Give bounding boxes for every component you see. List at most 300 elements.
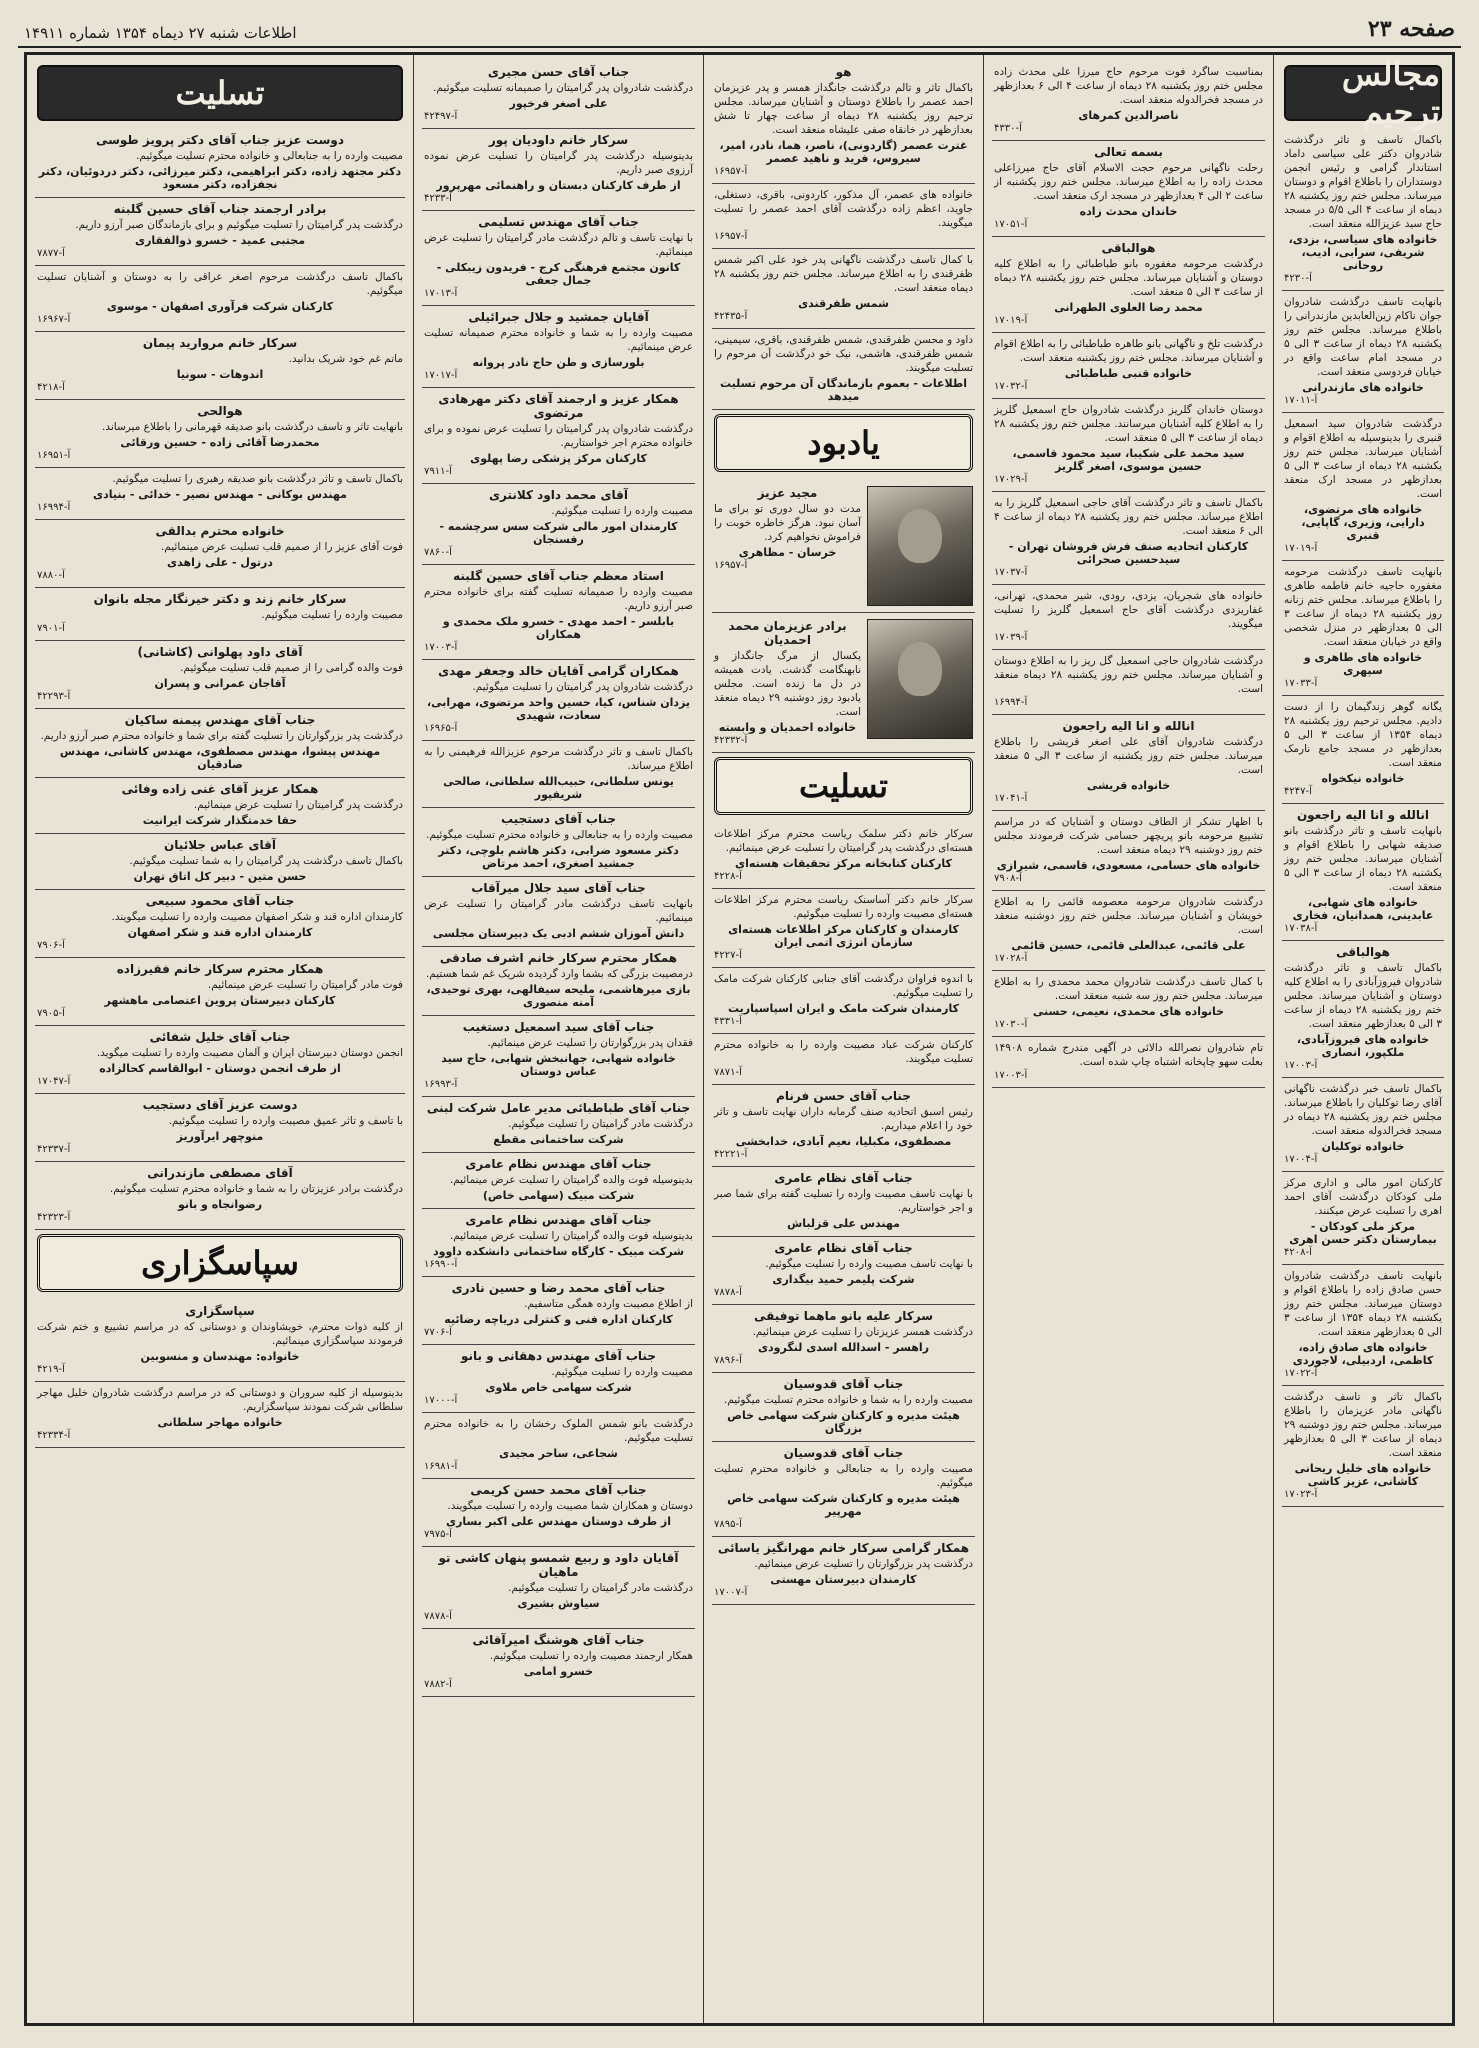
notice-heading: جناب آقای محمود سبیعی — [145, 894, 295, 908]
obituary-notice — [712, 249, 975, 329]
notice-heading: جناب آقای مهندس نظام عامری — [465, 1213, 652, 1227]
obituary-notice — [712, 1442, 975, 1537]
obituary-notice — [422, 1097, 695, 1153]
notice-signature: راهسر - اسدالله اسدی لنگرودی — [757, 1341, 930, 1354]
notice-signature: خانواده های حسامی، مسعودی، قاسمی، شیرازی — [996, 859, 1261, 872]
notice-signature: بلورسازی و طن حاج نادر پروانه — [472, 356, 645, 369]
notice-code: آ-۱۷۰۵۱ — [994, 219, 1028, 230]
obituary-notice — [35, 332, 405, 400]
notice-signature: خاندان محدث زاده — [1079, 205, 1178, 218]
obituary-notice — [992, 141, 1265, 237]
notice-heading: جناب آقای سید اسمعیل دستغیب — [462, 1020, 655, 1034]
notice-signature: منوچهر ایرآوریز — [176, 1130, 264, 1143]
notice-body: باکمال تاسف و تاثر درگذشت آقای حاجی اسمعیل گلریز را به اطلاع میرساند. مجلس ختم روز یکشنبه ۲۸ دیماه از ساعت ۴ الی ۶ منعقد است. — [994, 497, 1263, 537]
notice-body: مصیبت وارده را تسلیت میگوئیم. — [551, 1366, 693, 1378]
notice-code: آ-۴۲۱۹ — [37, 1364, 65, 1375]
obituary-notice — [35, 1300, 405, 1382]
notice-heading: همکار محترم سرکار خانم اشرف صادقی — [439, 951, 678, 965]
notice-signature: رضوانجاه و بانو — [177, 1198, 263, 1211]
notice-code: آ-۷۹۰۸ — [994, 873, 1022, 884]
notice-code: آ-۱۷۰۳۷ — [994, 567, 1028, 578]
obituary-notice — [422, 211, 695, 306]
notice-code: آ-۴۲۴۷ — [1284, 786, 1312, 797]
obituary-notice — [422, 660, 695, 741]
notice-code: آ-۱۷۰۱۱ — [1284, 395, 1318, 406]
notice-body: درمصیبت بزرگی که بشما وارد گردیده شریک غم شما هستیم. — [425, 968, 693, 980]
notice-heading: سرکار خانم داودیان پور — [488, 133, 629, 147]
obituary-notice — [1282, 941, 1444, 1078]
notice-signature: ناصرالدین کمرهای — [1078, 109, 1179, 122]
notice-body: با اندوه فراوان درگذشت آقای جنابی کارکنان شرکت مامک را تسلیت میگوئیم. — [714, 973, 973, 999]
notice-body: بدینوسیله از کلیه سروران و دوستانی که در مراسم درگذشت شادروان خلیل مهاجر سلطانی شرکت نمودند سپاسگزاریم. — [37, 1387, 403, 1413]
notice-body: خانواده های عصمر، آل مذکور، کاردونی، باقری، دستغلی، جاوید، اعظم زاده درگذشت آقای احمد عصمر را تسلیت میگویند. — [714, 189, 973, 229]
notice-heading: جناب آقای سید جلال میرآقاب — [471, 881, 646, 895]
notice-body: باکمال تاسف درگذشت مرحوم اصغر عراقی را به دوستان و آشنایان تسلیت میگوئیم. — [37, 271, 403, 297]
notice-heading: جناب آقای نظام عامری — [774, 1241, 913, 1255]
notice-code: آ-۷۹۰۵ — [37, 1008, 65, 1019]
notice-body: مصیبت وارده را به جنابعالی و خانواده محترم تسلیت میگوئیم. — [136, 150, 403, 162]
obituary-notice — [712, 184, 975, 249]
notice-code: آ-۱۷۰۴۱ — [994, 793, 1028, 804]
notice-body: فوت آقای عزیز را از صمیم قلب تسلیت عرض مینمائیم. — [160, 541, 403, 553]
notice-heading: جناب آقای حسن مجیری — [487, 65, 630, 79]
notice-code: آ-۱۶۹۵۷ — [714, 231, 748, 242]
notice-code: آ-۱۷۰۴۷ — [37, 1076, 71, 1087]
notice-body: مدت دو سال دوری تو برای ما آسان نبود. هرگز خاطره خوبت را فراموش نخواهیم کرد. — [714, 503, 861, 543]
notice-body: همکار ارجمند مصیبت وارده را تسلیت میگوئیم. — [489, 1650, 693, 1662]
notice-heading: سرکار علیه بانو ماهما توفیقی — [753, 1309, 934, 1323]
notice-body: رئیس اسبق اتحادیه صنف گرمابه داران نهایت تاسف و تاثر خود را اعلام میداریم. — [714, 1106, 973, 1132]
obituary-notice — [422, 947, 695, 1016]
obituary-notice — [422, 306, 695, 388]
notice-code: آ-۱۷۰۰۳ — [994, 1070, 1028, 1081]
notice-code: آ-۱۷۰۱۷ — [424, 370, 458, 381]
notice-code: آ-۱۷۰۲۲ — [1284, 1368, 1318, 1379]
notice-code: آ-۱۶۹۹۴ — [994, 697, 1028, 708]
notice-signature: مهندس پیشوا، مهندس مصطفوی، مهندس کاشانی، مهندس صادقیان — [59, 745, 381, 771]
notice-heading: جناب آقای طباطبائی مدیر عامل شرکت لبنی — [426, 1101, 691, 1115]
notice-body: با نهایت تاسف مصیبت وارده را تسلیت میگوئیم. — [765, 1258, 973, 1270]
obituary-notice — [992, 237, 1265, 333]
notice-signature: خانواده توکلیان — [1321, 1140, 1405, 1153]
notice-heading: جناب آقای نظام عامری — [774, 1171, 913, 1185]
obituary-notice — [712, 1034, 975, 1085]
notice-body: درگذشت مادر گرامیتان را تسلیت میگوئیم. — [508, 1118, 693, 1130]
notice-code: آ-۱۷۰۰۴ — [1284, 1154, 1318, 1165]
notice-body: درگذشت پدر بزرگوارتان را تسلیت گفته برای شما و خانواده محترم صبر آرزو داریم. — [40, 730, 403, 742]
notice-code: آ-۴۲۲۷ — [714, 950, 742, 961]
notice-body: درگذشت شادروان پدر گرامیتان را صمیمانه تسلیت میگوئیم. — [433, 82, 693, 94]
notice-signature: از طرف دوستان مهندس علی اکبر بساری — [446, 1515, 671, 1528]
notice-signature: هیئت مدیره و کارکنان شرکت سهامی خاص بزرگان — [727, 1409, 960, 1435]
notice-heading: انالله و انا الیه راجعون — [1062, 719, 1195, 733]
obituary-notice — [422, 1547, 695, 1629]
notice-code: آ-۴۲۲۹۳ — [37, 691, 71, 702]
notice-code: آ-۱۷۰۲۸ — [994, 953, 1028, 964]
notice-body: سرکار خانم دکتر آساسنک ریاست محترم مرکز اطلاعات هسته‌ای مصیبت وارده را تسلیت میگوئیم. — [714, 894, 973, 920]
obituary-notice — [422, 388, 695, 484]
notice-code: آ-۴۲۲۸ — [714, 871, 742, 882]
notice-heading: آقای محمد داود کلانتری — [489, 488, 628, 502]
notice-signature: حقا خدمتگذار شرکت ایرانیت — [142, 814, 298, 827]
notice-code: آ-۷۷۰۶ — [424, 1327, 452, 1338]
obituary-notice — [1282, 1078, 1444, 1172]
notice-body: مصیبت وارده را به شما و خانواده محترم صمیمانه تسلیت عرض مینمائیم. — [424, 327, 693, 353]
notice-heading: جناب آقای مهندس دهقانی و بانو — [461, 1349, 656, 1363]
obituary-notice — [712, 889, 975, 968]
notice-body: فوت والده گرامی را از صمیم قلب تسلیت میگوئیم. — [180, 662, 403, 674]
notice-code: آ-۴۲۳۳۲ — [714, 735, 748, 746]
notice-heading: هوالباقی — [1101, 241, 1156, 255]
notice-heading: هو — [835, 65, 852, 79]
notice-heading: همکار عزیز آقای غنی زاده وفائی — [121, 782, 319, 796]
obituary-notice — [422, 1209, 695, 1277]
obituary-notice — [35, 588, 405, 641]
notice-heading: همکاران گرامی آقایان خالد وجعفر مهدی — [438, 664, 679, 678]
notice-body: باکمال تاسف و تاثر درگذشت شادروان فیروزآبادی را به اطلاع کلیه دوستان و آشنایان میرساند. مجلس ختم روز یکشنبه ۲۸ دیماه از ساعت ۳ الی ۵ بعدازظهر منعقد است. — [1284, 962, 1442, 1030]
obituary-notice — [422, 877, 695, 947]
notice-signature: مرکز ملی کودکان - بیمارستان دکتر حسن اهری — [1289, 1220, 1437, 1246]
notice-signature: یونس سلطانی، حبیب‌الله سلطانی، صالحی شریفپور — [443, 775, 674, 801]
notice-code: آ-۴۲۳۲۳ — [37, 1212, 71, 1223]
notice-code: آ-۴۲۳۳۷ — [37, 1144, 71, 1155]
notice-heading: جناب آقای محمد رضا و حسین نادری — [451, 1281, 666, 1295]
obituary-notice — [422, 1345, 695, 1413]
notice-body: بانهایت تاسف درگذشت شادروان جوان ناکام زین‌العابدین مازندرانی را باطلاع میرساند. مجلس ختم روز یکشنبه ۲۸ دیماه از ساعت ۳ الی ۵ در مسجد امام ساعت واقع در خیابان فردوسی منعقد است. — [1284, 296, 1442, 378]
notice-code: آ-۱۶۹۵۷ — [714, 166, 748, 177]
notice-body: با کمال تاسف درگذشت شادروان محمد محمدی را به اطلاع میرساند. مجلس ختم روز سه شنبه منعقد است. — [994, 976, 1263, 1002]
notice-signature: خانواده قریشی — [1086, 779, 1171, 792]
notice-code: آ-۴۲۱۸ — [37, 382, 65, 393]
notice-body: باکمال تاثر و تاسف درگذشت ناگهانی مادر عزیزمان را باطلاع میرساند. مجلس ختم روز دوشنبه ۲۹ دیماه از ساعت ۳ الی ۵ بعدازظهر منعقد است. — [1284, 1391, 1442, 1459]
notice-body: دوستان خاندان گلریز درگذشت شادروان حاج اسمعیل گلریز را به اطلاع کلیه آشنایان میرسانند. مجلس ختم روز یکشنبه ۲۸ دیماه از ساعت ۳ الی ۵ منعقد است. — [994, 404, 1263, 444]
notice-body: فقدان پدر بزرگوارتان را تسلیت عرض مینمائیم. — [487, 1037, 693, 1049]
notice-body: کارمندان اداره قند و شکر اصفهان مصیبت وارده را تسلیت میگویند. — [111, 911, 403, 923]
notice-signature: خسرو امامی — [523, 1665, 594, 1678]
notice-body: کارکنان امور مالی و اداری مرکز ملی کودکان درگذشت آقای احمد اهری را تسلیت عرض میکنند. — [1284, 1177, 1442, 1217]
notice-code: آ-۴۲۳۳۴ — [37, 1430, 71, 1441]
notice-heading: همکار محترم سرکار خانم فقیرزاده — [116, 962, 324, 976]
notice-signature: کارمندان اداره قند و شکر اصفهان — [127, 926, 313, 939]
notice-signature: خانواده های صادق زاده، کاظمی، اردبیلی، لاجوردی — [1292, 1341, 1434, 1367]
obituary-notice — [992, 891, 1265, 971]
obituary-notice — [1282, 696, 1444, 804]
obituary-notice — [422, 1479, 695, 1547]
obituary-notice — [35, 266, 405, 332]
notice-body: از اطلاع مصیبت وارده همگی متاسفیم. — [524, 1298, 693, 1310]
notice-code: آ-۴۲۴۹۷ — [424, 111, 458, 122]
notice-code: آ-۱۷۰۰۳ — [1284, 1060, 1318, 1071]
memorial-notice — [712, 613, 975, 753]
notice-code: آ-۱۶۹۹۴ — [37, 502, 71, 513]
obituary-notice — [992, 1037, 1265, 1088]
notice-signature: غترت عصمر (گاردونی)، ناصر، هما، نادر، امیر، سیروس، فرید و ناهید عصمر — [719, 139, 968, 165]
notice-code: آ-۷۹۷۵ — [424, 1529, 452, 1540]
page-number: صفحه ۲۳ — [1367, 16, 1455, 42]
notice-signature: کارمندان و کارکنان مرکز اطلاعات هسته‌ای سازمان انرژی اتمی ایران — [728, 923, 959, 949]
notice-signature: از طرف کارکنان دبستان و راهنمائی مهرپرور — [436, 179, 681, 192]
notice-signature: کارکنان دبیرستان پروین اعتصامی ماهشهر — [104, 994, 336, 1007]
notice-body: انجمن دوستان دبیرستان ایران و آلمان مصیبت وارده را تسلیت میگوید. — [96, 1047, 403, 1059]
obituary-notice — [35, 400, 405, 468]
notice-body: مصیبت وارده را به جنابعالی و خانواده محترم تسلیت میگوئیم. — [714, 1463, 973, 1489]
notice-body: بانهایت تاثر و تاسف درگذشت بانو صدیقه قهرمانی را باطلاع میرساند. — [101, 421, 403, 433]
notice-heading: دوست عزیز جناب آقای دکتر پرویز طوسی — [95, 133, 345, 147]
notice-body: سرکار خانم دکتر سلمک ریاست محترم مرکز اطلاعات هسته‌ای درگذشت پدر گرامیتان را تسلیت عرض مینمائیم. — [714, 828, 973, 854]
notice-signature: حسن متین - دبیر کل اتاق تهران — [133, 870, 307, 883]
notice-code: آ-۴۲۲۲۱ — [714, 1149, 748, 1160]
notice-signature: خانواده شهابی، جهانبخش شهابی، حاج سید عباس دوستان — [441, 1052, 676, 1078]
notice-code: آ-۷۹۰۶ — [37, 940, 65, 951]
notice-signature: اندوهات - سونیا — [176, 368, 264, 381]
notice-heading: همکار عزیز و ارجمند آقای دکتر مهرهادی مرتضوی — [438, 392, 679, 420]
obituary-notice — [35, 958, 405, 1026]
obituary-notice — [35, 641, 405, 709]
notice-body: درگذشت شادروان سید اسمعیل قنبری را بدینوسیله به اطلاع اقوام و آشنایان میرساند. مجلس ختم روز یکشنبه ۲۸ دیماه از ساعت ۳ الی ۵ بعدازظهر در مسجد ارک منعقد است. — [1284, 418, 1442, 500]
obituary-notice — [992, 585, 1265, 650]
notice-body: درگذشت شادروان آقای علی اصغر قریشی را باطلاع میرساند. مجلس ختم روز یکشنبه از ساعت ۳ الی ۵ منعقد است. — [994, 736, 1263, 776]
obituary-notice — [1282, 1386, 1444, 1507]
notice-code: آ-۱۷۰۰۳ — [424, 642, 458, 653]
obituary-notice — [992, 61, 1265, 141]
notice-signature: بابلسر - احمد مهدی - خسرو ملک محمدی و همکاران — [442, 615, 675, 641]
notice-code: آ-۱۷۰۰۷ — [714, 1587, 748, 1598]
notice-body: یکسال از مرگ جانگداز و نابهنگامت گذشت. یادت همیشه در دل ما زنده است. مجلس یادبود روز دوشنبه ۲۹ دیماه منعقد است. — [714, 650, 861, 718]
obituary-notice — [422, 1629, 695, 1697]
notice-code: آ-۱۶۹۶۷ — [37, 314, 71, 325]
notice-body: باکمال تاثر و تالم درگذشت جانگداز همسر و پدر عزیزمان احمد عصمر را باطلاع دوستان و آشنایان میرساند. مجلس ترحیم روز یکشنبه ۲۸ دیماه از ساعت چهار تا شش بعدازظهر در خانقاه صفی علیشاه منعقد است. — [714, 82, 973, 136]
obituary-notice — [422, 484, 695, 565]
obituary-notice — [35, 129, 405, 198]
section-banner-majales-tarhim: مجالس ترحیم — [1284, 65, 1442, 121]
notice-signature: کانون مجتمع فرهنگی کرج - فریدون زیبکلی - جمال جعفی — [436, 261, 681, 287]
obituary-notice — [992, 399, 1265, 492]
obituary-notice — [1282, 129, 1444, 291]
notice-signature: خانواده های مازندرانی — [1302, 381, 1424, 394]
notice-code: آ-۴۲۳۳ — [424, 193, 452, 204]
notice-code: آ-۱۷۰۳۲ — [994, 381, 1028, 392]
obituary-notice — [422, 741, 695, 808]
notice-heading: جناب آقای خلیل شفائی — [149, 1030, 291, 1044]
obituary-notice — [35, 834, 405, 890]
notice-signature: محمد رضا العلوی الطهرانی — [1054, 301, 1203, 314]
notice-body: فوت مادر گرامیتان را تسلیت عرض مینمائیم. — [207, 979, 403, 991]
notice-body: بدینوسیله فوت والده گرامیتان را تسلیت عرض مینمائیم. — [449, 1230, 693, 1242]
notice-signature: دانش آموزان ششم ادبی یک دبیرستان مجلسی — [432, 927, 685, 940]
obituary-notice — [35, 198, 405, 266]
notice-heading: آقای مصطفی مازندرانی — [147, 1166, 293, 1180]
notice-code: آ-۱۷۰۰۰ — [424, 1395, 458, 1406]
obituary-notice — [35, 520, 405, 588]
notice-heading: جناب آقای مهندس تسلیمی — [478, 215, 639, 229]
obituary-notice — [712, 1167, 975, 1237]
notice-heading: آقایان جمشید و جلال جبرائیلی — [468, 310, 649, 324]
column-1 — [27, 55, 413, 2023]
obituary-notice — [422, 565, 695, 660]
notice-body: مصیبت وارده را تسلیت میگوئیم. — [551, 505, 693, 517]
notice-body: با تاسف و تاثر عمیق مصیبت وارده را تسلیت میگوئیم. — [168, 1115, 403, 1127]
notice-signature: کارکنان شرکت فرآوری اصفهان - موسوی — [106, 300, 334, 313]
notice-signature: شرکت ساختمانی مقطع — [493, 1133, 624, 1146]
notice-body: از کلیه ذوات محترم، خویشاوندان و دوستانی که در مراسم تشییع و ختم شرکت فرمودند سپاسگزاری مینمائیم. — [37, 1321, 403, 1347]
notice-heading: جناب آقای دستجیب — [500, 812, 617, 826]
issue-line: اطلاعات شنبه ۲۷ دیماه ۱۳۵۴ شماره ۱۴۹۱۱ — [24, 24, 297, 42]
page-header — [18, 12, 1461, 48]
obituary-notice — [992, 492, 1265, 585]
notice-signature: خانواده مهاجر سلطانی — [157, 1416, 283, 1429]
notice-code: آ-۷۸۹۵ — [714, 1519, 742, 1530]
obituary-notice — [422, 1413, 695, 1479]
notice-signature: شرکت مبیک (سهامی خاص) — [482, 1189, 635, 1202]
notice-signature: خانواده های مرتضوی، دارایی، وزیری، گاپایی، قنبری — [1301, 503, 1425, 542]
notice-body: مصیبت وارده را تسلیت میگوئیم. — [261, 609, 403, 621]
notice-heading: سپاسگزاری — [185, 1304, 255, 1318]
obituary-notice — [1282, 413, 1444, 561]
notice-signature: کارکنان مرکز پزشکی رضا پهلوی — [470, 452, 647, 465]
obituary-notice — [422, 61, 695, 129]
notice-heading: جناب آقای حسن فرنام — [776, 1089, 911, 1103]
notice-body: با اظهار تشکر از الطاف دوستان و آشنایان که در مراسم تشییع مرحومه بانو پریچهر حسامی شرکت فرمودند مجلس ختم روز دوشنبه ۲۹ دیماه منعقد است. — [994, 816, 1263, 856]
notice-code: آ-۷۸۷۱ — [714, 1067, 742, 1078]
obituary-notice — [1282, 804, 1444, 941]
column-2 — [413, 55, 703, 2023]
notice-heading: هوالحی — [197, 404, 243, 418]
obituary-notice — [992, 650, 1265, 715]
notice-signature: خانواده نیکخواه — [1321, 772, 1405, 785]
notice-body: درگذشت پدر گرامیتان را تسلیت عرض مینمائیم. — [193, 799, 403, 811]
notice-heading: جناب آقای مهندس پیمنه ساکیان — [124, 713, 316, 727]
notice-body: بانهایت تاسف درگذشت مادر گرامیتان را تسلیت عرض مینمائیم. — [424, 898, 693, 924]
notice-code: آ-۷۸۷۸ — [424, 1611, 452, 1622]
notice-code: آ-۱۷۰۱۳ — [424, 288, 458, 299]
notice-signature: خانواده های طاهری و سپهری — [1303, 651, 1423, 677]
notice-signature: آقاجان عمرانی و پسران — [154, 677, 286, 690]
notice-signature: شرکت سهامی خاص ملاوی — [485, 1381, 632, 1394]
notice-heading: آقای عباس جلائیان — [164, 838, 276, 852]
obituary-notice — [35, 1162, 405, 1230]
notice-signature: کارکنان اتحادیه صنف فرش فروشان تهران - سیدحسین صحرائی — [1008, 540, 1249, 566]
notice-signature: سید محمد علی شکیبا، سید محمود قاسمی، حسین موسوی، اصغر گلریز — [1012, 447, 1245, 473]
obituary-notice — [712, 1305, 975, 1373]
notice-body: درگذشت پدر گرامیتان را تسلیت میگوئیم و برای بازماندگان صبر آرزو داریم. — [75, 219, 403, 231]
notice-signature: اطلاعات - بعموم بازماندگان آن مرحوم تسلیت میدهد — [720, 377, 967, 403]
notice-code: آ-۱۷۰۳۸ — [1284, 923, 1318, 934]
notice-heading: بسمه تعالی — [1094, 145, 1163, 159]
notice-list — [422, 61, 695, 1697]
obituary-notice — [422, 808, 695, 877]
notice-signature: شرکت پلیمر حمید بیگداری — [772, 1273, 915, 1286]
notice-signature: خانواده احمدیان و وابسته — [718, 721, 857, 734]
notice-body: مصیبت وارده را به جنابعالی و خانواده محترم تسلیت میگوئیم. — [426, 829, 693, 841]
notice-heading: جناب آقای هوشنگ امیرآقائی — [472, 1633, 645, 1647]
obituary-notice — [712, 329, 975, 410]
obituary-notice — [712, 968, 975, 1034]
notice-list — [712, 61, 975, 410]
obituary-notice — [992, 333, 1265, 399]
notice-code: آ-۱۶۹۵۷ — [714, 560, 748, 571]
notice-heading: آقای داود پهلوانی (کاشانی) — [137, 645, 303, 659]
obituary-notice — [712, 1537, 975, 1605]
notice-code: آ-۷۸۶۰ — [424, 547, 452, 558]
notice-body: دوستان و همکاران شما مصیبت وارده را تسلیت میگویند. — [447, 1500, 693, 1512]
notice-signature: خانواده قنبی طباطبائی — [1064, 367, 1193, 380]
obituary-notice — [35, 1094, 405, 1162]
notice-signature: علی اصغر فرخپور — [509, 97, 608, 110]
notice-signature: دکتر مجتهد زاده، دکتر ابراهیمی، دکتر میرزائی، دکتر دردوئیان، دکتر نجفزاده، دکتر مسعود — [38, 165, 402, 191]
notice-heading: برادر ارجمند جناب آقای حسین گلبنه — [113, 202, 327, 216]
notice-body: درگذشت شادروان پدر گرامیتان را تسلیت میگوئیم. — [472, 681, 693, 693]
obituary-notice — [422, 1153, 695, 1209]
notice-heading: هوالباقی — [1336, 945, 1390, 959]
notice-signature: از طرف انجمن دوستان - ابوالقاسم کحالزاده — [99, 1062, 341, 1075]
notice-code: آ-۱۷۰۳۰ — [994, 1019, 1028, 1030]
memorial-notice — [712, 480, 975, 613]
notice-body: درگذشت همسر عزیزتان را تسلیت عرض مینمائیم. — [752, 1326, 973, 1338]
obituary-notice — [1282, 1172, 1444, 1265]
notice-code: آ-۴۳۳۰ — [994, 123, 1022, 134]
notice-body: بانهایت تاسف درگذشت شادروان حسن صادق زاده را باطلاع اقوام و دوستان میرساند. مجلس ختم روز یکشنبه ۲۸ دیماه ۱۳۵۴ از ساعت ۳ الی ۵ بعدازظهر منعقد است. — [1284, 1270, 1443, 1338]
notice-body: با نهایت تاسف و تالم درگذشت مادر گرامیتان را تسلیت عرض مینمائیم. — [424, 232, 693, 258]
column-4 — [983, 55, 1273, 2023]
notice-code: آ-۱۶۹۵۱ — [37, 450, 71, 461]
portrait-photo — [867, 619, 973, 739]
notice-code: آ-۷۸۷۸ — [714, 1287, 742, 1298]
notice-body: درگذشت مرحومه مغفوره بانو طباطبائی را به اطلاع کلیه دوستان و آشنایان میرساند. مجلس ختم روز یکشنبه ۲۸ دیماه از ساعت ۳ الی ۵ منعقد است. — [994, 258, 1263, 298]
notice-body: درگذشت پدر بزرگوارتان را تسلیت عرض مینمائیم. — [754, 1558, 973, 1570]
notice-list — [992, 61, 1265, 1088]
obituary-notice — [422, 1016, 695, 1097]
notice-body: باکمال تاسف و تاثر درگذشت شادروان دکتر علی سیاسی داماد استاندار گرامی و رئیس انجمن دوستداران را باطلاع اقوام و دوستان میرساند. مجلس ختم روز یکشنبه ۲۸ دیماه از ساعت ۴ الی ۵/۵ در مسجد حاج سید عزیزالله منعقد است. — [1284, 134, 1442, 230]
notice-code: آ-۱۶۹۸۱ — [424, 1461, 458, 1472]
notice-body: با کمال تاسف درگذشت ناگهانی پدر خود علی اکبر شمس ظفرقندی را به اطلاع میرساند. مجلس ختم روز یکشنبه ۲۸ دیماه منعقد است. — [714, 254, 973, 294]
obituary-notice — [712, 1373, 975, 1442]
notice-heading: خانواده محترم بدالقی — [155, 524, 285, 538]
notice-signature: درتول - علی زاهدی — [167, 556, 273, 569]
notice-signature: سیاوش بشیری — [517, 1597, 600, 1610]
notice-body: درگذشت برادر عزیزتان را به شما و خانواده محترم تسلیت میگوئیم. — [109, 1183, 403, 1195]
obituary-notice — [712, 823, 975, 889]
obituary-notice — [992, 811, 1265, 891]
obituary-notice — [1282, 291, 1444, 413]
obituary-notice — [992, 715, 1265, 811]
column-3 — [703, 55, 983, 2023]
notice-body: مصیبت وارده را صمیمانه تسلیت گفته برای خانواده محترم صبر آرزو داریم. — [424, 586, 693, 612]
notice-signature: علی قائمی، عبدالعلی قائمی، حسین قائمی — [1011, 939, 1246, 952]
notice-code: آ-۷۸۷۷ — [37, 248, 65, 259]
notice-heading: آقایان داود و ربیع شمسو پنهان کاشی تو ماهیان — [438, 1551, 679, 1579]
notice-body: بانهایت تاسف و تاثر درگذشت بانو صدیقه شهابی را باطلاع اقوام و آشنایان میرساند. مجلس ختم روز یکشنبه ۲۸ دیماه از ساعت ۳ الی ۵ منعقد است. — [1284, 825, 1442, 893]
notice-signature: دکتر مسعود ضرابی، دکتر هاشم بلوچی، دکتر جمشید اصغری، احمد مرتاض — [438, 844, 679, 870]
section-banner-tasliyat-2: تسلیت — [714, 757, 973, 815]
notice-list — [712, 823, 975, 1605]
notice-body: تام شادروان نصرالله دالائی در آگهی مندرج شماره ۱۴۹۰۸ بعلت سهو چاپخانه اشتباه چاپ شده است. — [994, 1042, 1263, 1068]
obituary-notice — [35, 890, 405, 958]
notice-code: آ-۱۷۰۱۹ — [994, 315, 1028, 326]
notice-body: درگذشت شادروان مرحومه معصومه قائمی را به اطلاع خویشان و آشنایان میرساند. مجلس ختم روز دوشنبه منعقد است. — [994, 896, 1263, 936]
notice-signature: مهندس علی قزلباش — [787, 1217, 900, 1230]
notice-body: مصیبت وارده را به شما و خانواده محترم تسلیت میگوئیم. — [723, 1394, 973, 1406]
notice-signature: خرسان - مظاهری — [738, 546, 837, 559]
obituary-notice — [992, 971, 1265, 1037]
notice-code: آ-۴۲۴۳۵ — [714, 311, 748, 322]
notice-heading: جناب آقای قدوسیان — [783, 1377, 904, 1391]
notice-signature: شمس ظفرقندی — [798, 297, 889, 310]
notice-signature: مجتبی عمید - خسرو ذوالفقاری — [134, 234, 306, 247]
notice-heading: انالله و انا الیه راجعون — [1296, 808, 1430, 822]
notice-title: مجید عزیز — [757, 486, 818, 500]
notice-heading: استاد معظم جناب آقای حسین گلبنه — [453, 569, 664, 583]
notice-code: آ-۷۹۱۱ — [424, 466, 452, 477]
